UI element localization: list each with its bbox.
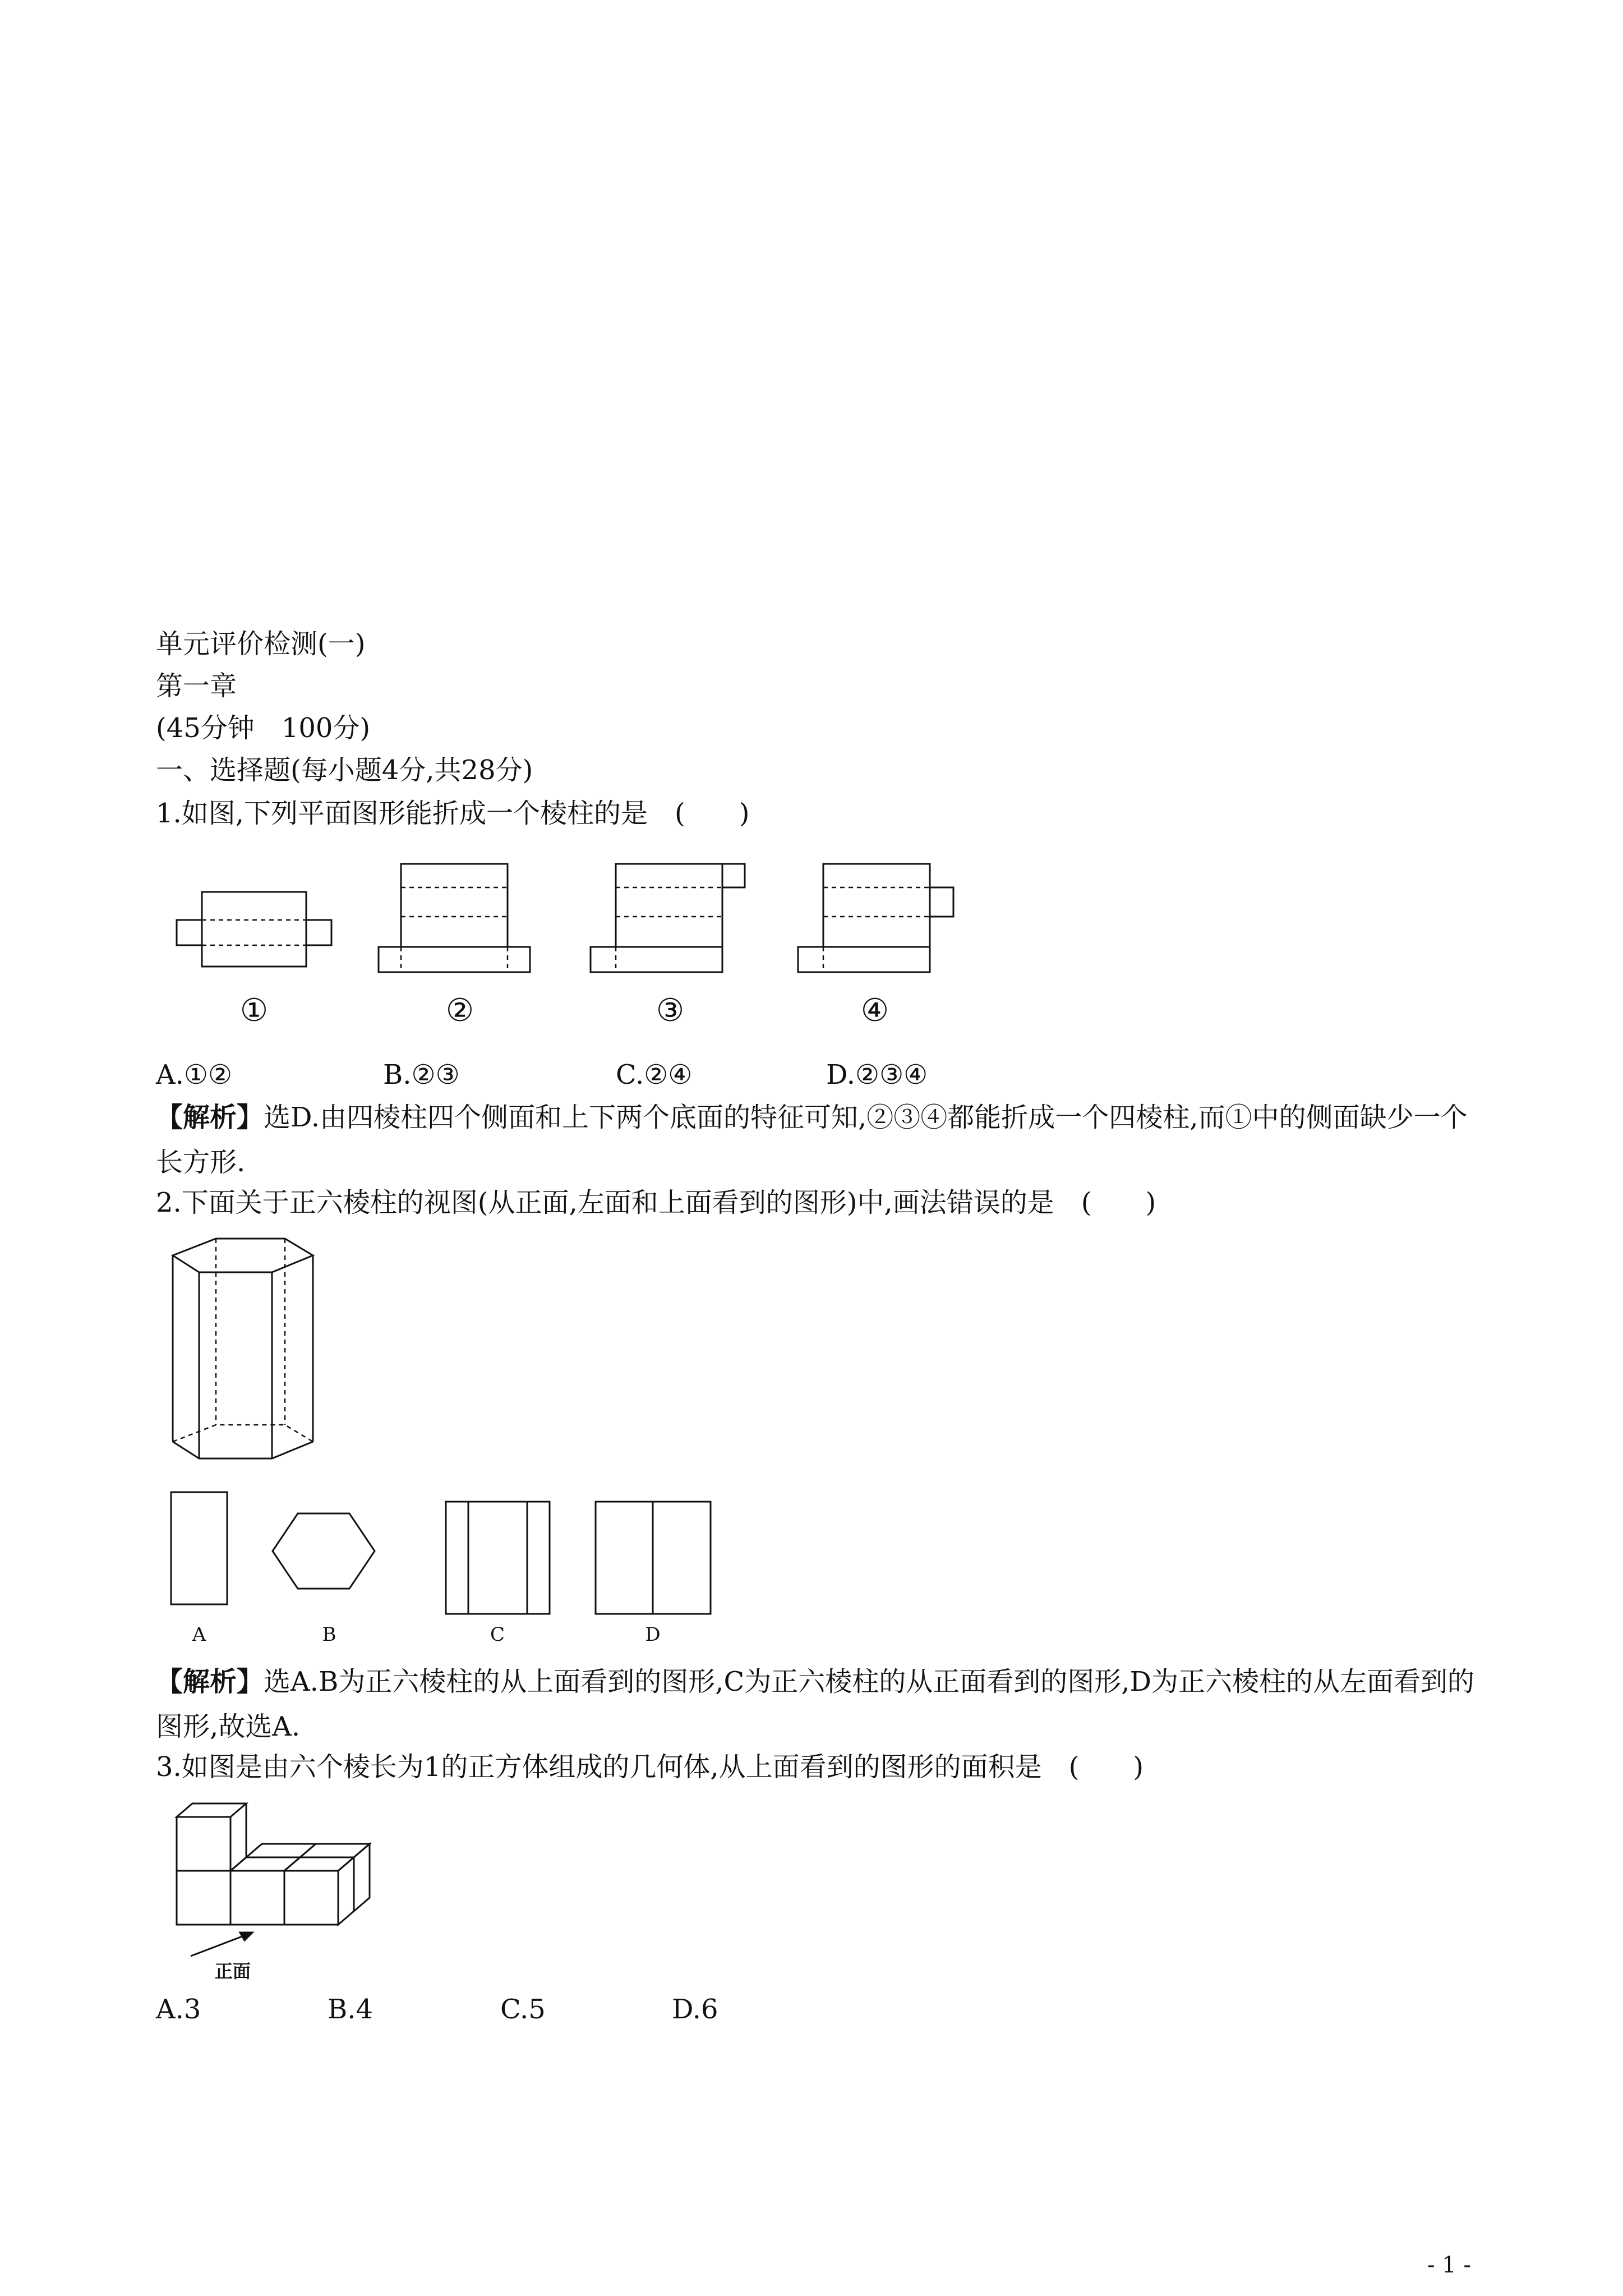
page-number: - 1 - [1427,2252,1471,2278]
view-c [446,1502,550,1614]
q1-option-a: A.①② [156,1059,232,1091]
net-2 [379,864,530,972]
view-b [273,1513,375,1589]
q2-analysis-tag: 【解析】 [156,1666,264,1697]
q3-option-c: C.5 [500,1994,546,2025]
q1-analysis-text: 选D.由四棱柱四个侧面和上下两个底面的特征可知,②③④都能折成一个四棱柱,而①中的侧面缺少一个长方形. [156,1102,1468,1178]
net-4 [798,864,953,972]
q3-option-b: B.4 [328,1994,374,2025]
q2-fig-label-c: C [490,1623,505,1646]
q1-analysis [156,1095,1485,1185]
q3-option-a: A.3 [156,1994,201,2025]
q1-options [156,1058,928,1092]
view-d [596,1502,711,1614]
q2-fig-label-b: B [322,1623,336,1646]
net-3 [591,864,745,972]
q1-option-d: D.②③④ [826,1059,928,1091]
q1-fig-label-1: ① [239,992,269,1029]
q1-fig-label-2: ② [445,992,474,1029]
q3-front-label: 正面 [214,1961,251,1982]
q2-views-figure [163,1487,735,1655]
section-title: 一、选择题(每小题4分,共28分) [156,754,533,786]
q1-fig-label-3: ③ [656,992,685,1029]
q3-stem: 3.如图是由六个棱长为1的正方体组成的几何体,从上面看到的图形的面积是 ( ) [156,1751,1144,1783]
time-score: (45分钟 100分) [156,712,371,744]
unit-title: 单元评价检测(一) [156,628,366,660]
q1-analysis-tag: 【解析】 [156,1102,264,1133]
q2-analysis [156,1659,1485,1749]
q1-option-c: C.②④ [616,1059,693,1091]
q2-analysis-text: 选A.B为正六棱柱的从上面看到的图形,C为正六棱柱的从正面看到的图形,D为正六棱柱的从左面看到的图形,故选A. [156,1666,1474,1742]
q2-fig-label-d: D [645,1623,661,1646]
q1-figure [163,858,981,1038]
q3-option-d: D.6 [672,1994,718,2025]
q2-fig-label-a: A [192,1623,206,1646]
q3-cubes-figure [163,1803,398,1983]
view-a [171,1492,227,1604]
q2-stem: 2.下面关于正六棱柱的视图(从正面,左面和上面看到的图形)中,画法错误的是 ( ) [156,1187,1156,1218]
q2-prism-figure [163,1234,331,1481]
q3-options [156,1993,718,2026]
chapter-title: 第一章 [156,670,237,702]
net-1 [177,892,331,967]
q1-fig-label-4: ④ [860,992,889,1029]
q1-option-b: B.②③ [383,1059,460,1091]
q1-stem: 1.如图,下列平面图形能折成一个棱柱的是 ( ) [156,798,750,829]
